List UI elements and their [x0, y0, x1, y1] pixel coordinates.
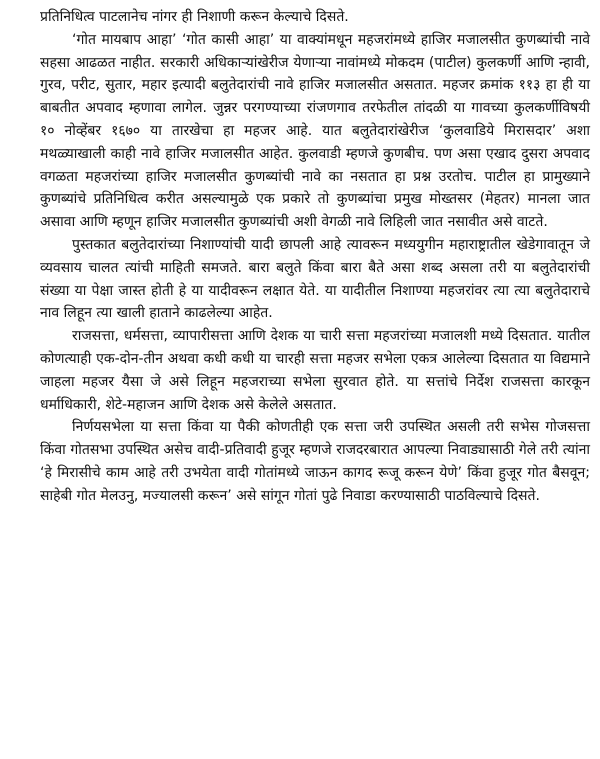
paragraph-decision-assembly: निर्णयसभेला या सत्ता किंवा या पैकी कोणतीही एक सत्ता जरी उपस्थित असली तरी सभेस गोजसत्ता किंवा गोतसभा उपस्थित असेच वादी-प्रतिवादी हुजूर म्हणजे राजदरबारात आपल्या निवाड्यासाठी गेले तरी त्यांना ‘हे मिरासीचे काम आहे तरी उभयेता वादी गोतांमध्ये जाऊन कागद रूजू करून येणे’ किंवा हुजूर गोत बैसवून; साहेबी गोत मेलउनु, मज्यालसी करून’ असे सांगून गोतां पुढे निवाडा करण्यासाठी पाठविल्याचे दिसते.	[40, 419, 590, 504]
paragraph-four-powers: राजसत्ता, धर्मसत्ता, व्यापारीसत्ता आणि देशक या चारी सत्ता महजरांच्या मजालशी मध्ये दिसतात. यातील कोणत्याही एक-दोन-तीन अथवा कधी कधी या चारही सत्ता महजर सभेला एकत्र आलेल्या दिसतात या विद्यमाने जाहला महजर यैसा जे असे लिहून महजराच्या सभेला सुरवात होते. या सत्तांचे निर्देश राजसत्ता कारकून धर्माधिकारी, शेटे-महाजन आणि देशक असे केलेले असतात.	[40, 328, 590, 413]
paragraph-balutedar-list: पुस्तकात बलुतेदारांच्या निशाण्यांची यादी छापली आहे त्यावरून मध्ययुगीन महाराष्ट्रातील खेडेगावातून जे व्यवसाय चालत त्यांची माहिती समजते. बारा बलुते किंवा बारा बैते असा शब्द असला तरी या बलुतेदारांची संख्या या पेक्षा जास्त होती हे या यादीवरून लक्षात येते. या यादीतील निशाण्या महजरांवर त्या त्या बलुतेदाराचे नाव लिहून त्या खाली हाताने काढलेल्या आहेत.	[40, 236, 590, 322]
paragraph-goat-mayabap: ‘गोत मायबाप आहा’ ‘गोत कासी आहा’ या वाक्यांमधून महजरांमध्ये हाजिर मजालसीत कुणब्यांची नावे सहसा आढळत नाहीत. सरकारी अधिकाऱ्यांखेरीज येणाऱ्या नावांमध्ये मोकदम (पाटील) कुलकर्णी आणि न्हावी, गुरव, परीट, सुतार, महार इत्यादी बलुतेदारांची नावे हाजिर मजालसीत असतात. महजर क्रमांक ११३ हा ही या बाबतीत अपवाद म्हणावा लागेल. जुन्नर परगण्याच्या रांजणगाव तरफेतील तांदळी या गावच्या कुलकर्णीविषयी १० नोव्हेंबर १६७० या तारखेचा हा महजर आहे. यात बलुतेदारांखेरीज ‘कुलवाडिये मिरासदार’ अशा मथळ्याखाली काही नावे हाजिर मजालसीत आहेत. कुलवाडी म्हणजे कुणबीच. पण असा एखाद दुसरा अपवाद वगळता महजरांच्या हाजिर मजालसीत कुणब्यांची नावे का नसतात हा प्रश्न उरतोच. पाटील हा प्रामुख्याने कुणब्यांचे प्रतिनिधित्व करीत असल्यामुळे एक प्रकारे तो कुणब्यांचा प्रमुख मोख्तसर (मेहतर) मानला जात असावा आणि म्हणून हाजिर मजालसीत कुणब्यांची अशी वेगळी नावे लिहिली जात नसावीत असे वाटते.	[40, 31, 590, 231]
paragraph-continuation: प्रतिनिधित्व पाटलानेच नांगर ही निशाणी करून केल्याचे दिसते.	[40, 9, 349, 25]
